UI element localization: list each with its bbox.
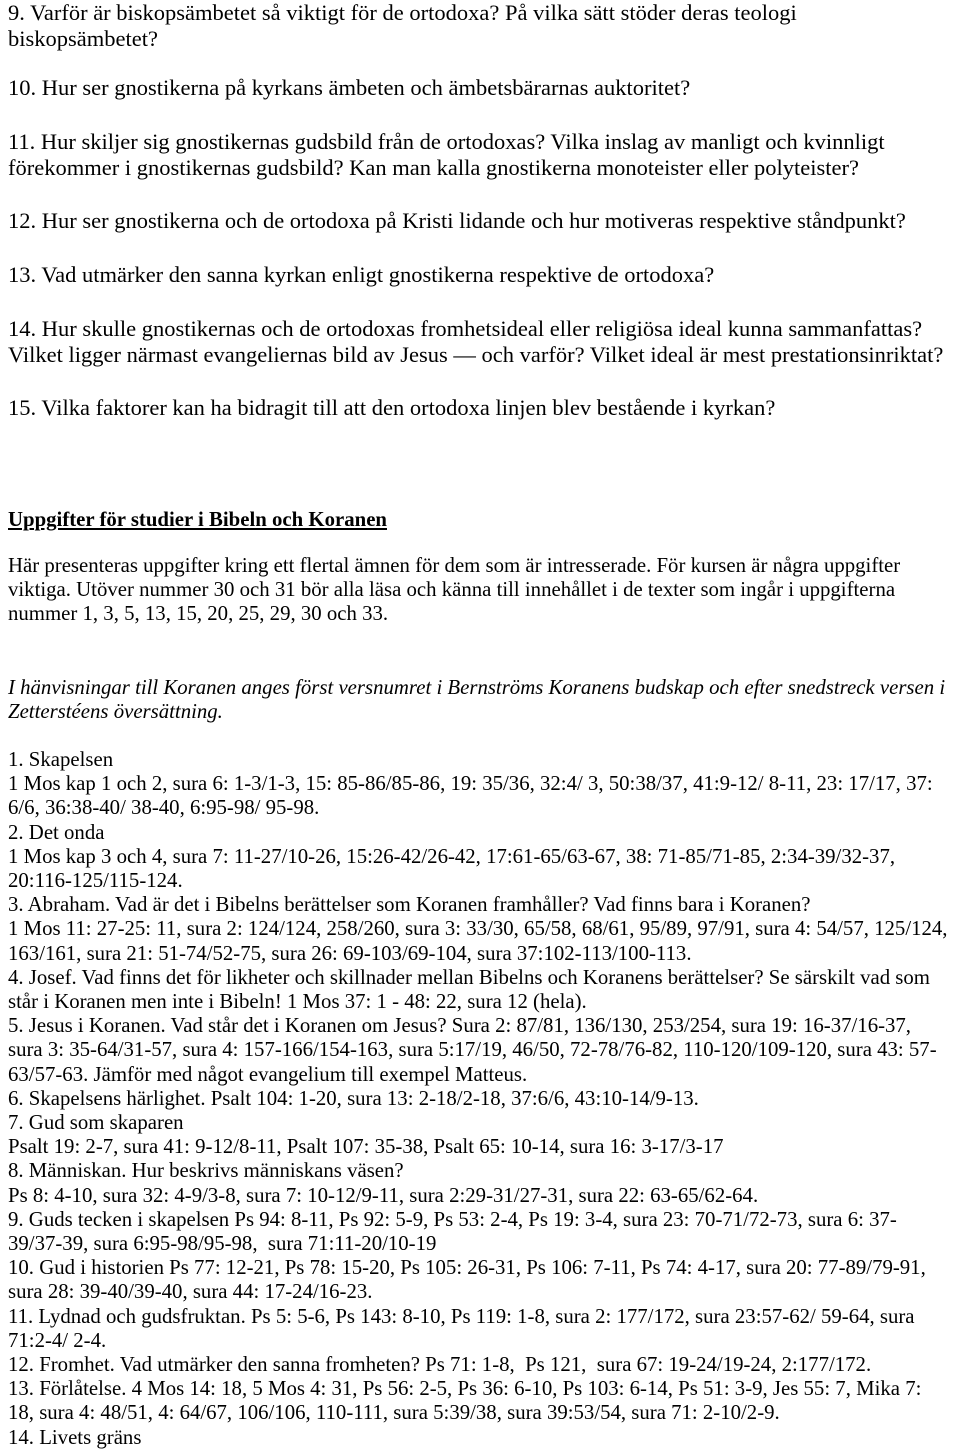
topic-line: 11. Lydnad och gudsfruktan. Ps 5: 5-6, Ps 143: 8-10, Ps 119: 1-8, sura 2: 177/172, sura 23:57-62/ 59-64, sura [8, 1304, 915, 1328]
topic-line: 18, sura 4: 48/51, 4: 64/67, 106/106, 110-111, sura 5:39/38, sura 39:53/54, sura 71: 2-10/2-9. [8, 1401, 780, 1425]
topic-4 [8, 966, 956, 1014]
question-line: förekommer i gnostikernas gudsbild? Kan man kalla gnostikerna monoteister eller polyteister? [8, 154, 860, 180]
topic-7 [8, 1111, 956, 1159]
note-line: Zetterstéens översättning. [8, 699, 223, 723]
topic-13 [8, 1377, 956, 1425]
question-12 [8, 208, 956, 234]
question-line: Vilket ligger närmast evangeliernas bild av Jesus — och varför? Vilket ideal är mest prestationsinriktat? [8, 341, 944, 367]
topic-14 [8, 1426, 956, 1450]
question-14 [8, 316, 956, 368]
topic-line: 63/57-63. Jämför med något evangelium till exempel Matteus. [8, 1062, 528, 1086]
note-line: I hänvisningar till Koranen anges först versnumret i Bernströms Koranens budskap och efter snedstreck versen i [8, 675, 946, 699]
topic-line: Ps 8: 4-10, sura 32: 4-9/3-8, sura 7: 10-12/9-11, sura 2:29-31/27-31, sura 22: 63-65/62-64. [8, 1183, 759, 1207]
topic-line: 6. Skapelsens härlighet. Psalt 104: 1-20, sura 13: 2-18/2-18, 37:6/6, 43:10-14/9-13. [8, 1086, 699, 1110]
topic-3 [8, 893, 956, 966]
reference-note [8, 676, 956, 724]
topic-12 [8, 1353, 956, 1377]
topic-5 [8, 1014, 956, 1087]
topic-line: Psalt 19: 2-7, sura 41: 9-12/8-11, Psalt 107: 35-38, Psalt 65: 10-14, sura 16: 3-17/3-17 [8, 1135, 724, 1159]
topic-line: 71:2-4/ 2-4. [8, 1328, 107, 1352]
topic-line: 1 Mos kap 1 och 2, sura 6: 1-3/1-3, 15: 85-86/85-86, 19: 35/36, 32:4/ 3, 50:38/37, 41:9-12/ 8-11, 23: 17/17, 37: [8, 772, 933, 796]
intro-line: Här presenteras uppgifter kring ett flertal ämnen för dem som är intresserade. För kursen är några uppgifter [8, 553, 901, 577]
topic-line: 39/37-39, sura 6:95-98/95-98, sura 71:11-20/10-19 [8, 1232, 437, 1255]
topic-line: sura 3: 35-64/31-57, sura 4: 157-166/154-163, sura 5:17/19, 46/50, 72-78/76-82, 110-120/109-120, sura 43: 57- [8, 1038, 937, 1062]
topic-8 [8, 1159, 956, 1207]
question-9 [8, 0, 956, 52]
question-13 [8, 262, 956, 288]
question-list [8, 0, 956, 421]
topic-line: 10. Gud i historien Ps 77: 12-21, Ps 78: 15-20, Ps 105: 26-31, Ps 106: 7-11, Ps 74: 4-17, sura 20: 77-89/79-91, [8, 1256, 926, 1280]
question-line: 9. Varför är biskopsämbetet så viktigt för de ortodoxa? På vilka sätt stöder deras teologi [8, 0, 797, 25]
question-10 [8, 75, 956, 101]
topic-9 [8, 1208, 956, 1256]
question-line: 12. Hur ser gnostikerna och de ortodoxa på Kristi lidande och hur motiveras respektive ståndpunkt? [8, 208, 906, 234]
topic-line: 8. Människan. Hur beskrivs människans väsen? [8, 1159, 404, 1183]
topic-2 [8, 821, 956, 894]
topic-line: 1 Mos kap 3 och 4, sura 7: 11-27/10-26, 15:26-42/26-42, 17:61-65/63-67, 38: 71-85/71-85, 2:34-39/32-37, [8, 844, 896, 868]
intro-paragraph [8, 554, 956, 626]
topic-list [8, 748, 956, 1450]
topic-line: 1 Mos 11: 27-25: 11, sura 2: 124/124, 258/260, sura 3: 33/30, 65/58, 68/61, 95/89, 97/91, sura 4: 54/57, 125/124, [8, 917, 948, 941]
topic-line: 7. Gud som skaparen [8, 1110, 184, 1134]
topic-line: 6/6, 36:38-40/ 38-40, 6:95-98/ 95-98. [8, 796, 320, 820]
topic-6 [8, 1087, 956, 1111]
topic-line: 1. Skapelsen [8, 747, 114, 771]
intro-line: viktiga. Utöver nummer 30 och 31 bör alla läsa och känna till innehållet i de texter som ingår i uppgifterna [8, 577, 896, 601]
question-line: 11. Hur skiljer sig gnostikernas gudsbild från de ortodoxas? Vilka inslag av manligt och kvinnligt [8, 128, 885, 154]
topic-line: sura 28: 39-40/39-40, sura 44: 17-24/16-23. [8, 1280, 373, 1304]
intro-line: nummer 1, 3, 5, 13, 15, 20, 25, 29, 30 och 33. [8, 601, 389, 625]
question-line: 10. Hur ser gnostikerna på kyrkans ämbeten och ämbetsbärarnas auktoritet? [8, 75, 691, 100]
section-heading-text: Uppgifter för studier i Bibeln och Koranen [8, 507, 387, 531]
question-11 [8, 129, 956, 181]
topic-line: 3. Abraham. Vad är det i Bibelns berättelser som Koranen framhåller? Vad finns bara i Koranen? [8, 893, 811, 917]
topic-line: 2. Det onda [8, 820, 105, 844]
topic-11 [8, 1305, 956, 1353]
topic-line: 20:116-125/115-124. [8, 868, 183, 892]
topic-1 [8, 748, 956, 821]
section-heading [8, 508, 956, 532]
topic-line: står i Koranen men inte i Bibeln! 1 Mos 37: 1 - 48: 22, sura 12 (hela). [8, 989, 587, 1013]
question-line: biskopsämbetet? [8, 26, 158, 51]
topic-line: 163/161, sura 21: 51-74/52-75, sura 26: 69-103/69-104, sura 37:102-113/100-113. [8, 941, 692, 965]
topic-line: 5. Jesus i Koranen. Vad står det i Koranen om Jesus? Sura 2: 87/81, 136/130, 253/254, sura 19: 16-37/16-37, [8, 1014, 912, 1038]
study-tasks-section [8, 508, 956, 1450]
question-line: 15. Vilka faktorer kan ha bidragit till att den ortodoxa linjen blev bestående i kyrkan? [8, 395, 776, 421]
question-line: 13. Vad utmärker den sanna kyrkan enligt gnostikerna respektive de ortodoxa? [8, 262, 715, 288]
topic-line: 4. Josef. Vad finns det för likheter och skillnader mellan Bibelns och Koranens berättelser? Se särskilt vad som [8, 965, 930, 989]
topic-line: 9. Guds tecken i skapelsen Ps 94: 8-11, Ps 92: 5-9, Ps 53: 2-4, Ps 19: 3-4, sura 23: 70-71/72-73, sura 6: 37- [8, 1207, 897, 1231]
topic-10 [8, 1256, 956, 1304]
question-line: 14. Hur skulle gnostikernas och de ortodoxas fromhetsideal eller religiösa ideal kunna sammanfattas? [8, 315, 923, 341]
question-15 [8, 395, 956, 421]
topic-line: 14. Livets gräns [8, 1425, 142, 1449]
topic-line: 12. Fromhet. Vad utmärker den sanna fromheten? Ps 71: 1-8, Ps 121, sura 67: 19-24/19-24, 2:177/172. [8, 1353, 872, 1377]
topic-line: 13. Förlåtelse. 4 Mos 14: 18, 5 Mos 4: 31, Ps 56: 2-5, Ps 36: 6-10, Ps 103: 6-14, Ps 51: 3-9, Jes 55: 7, Mika 7: [8, 1377, 922, 1401]
